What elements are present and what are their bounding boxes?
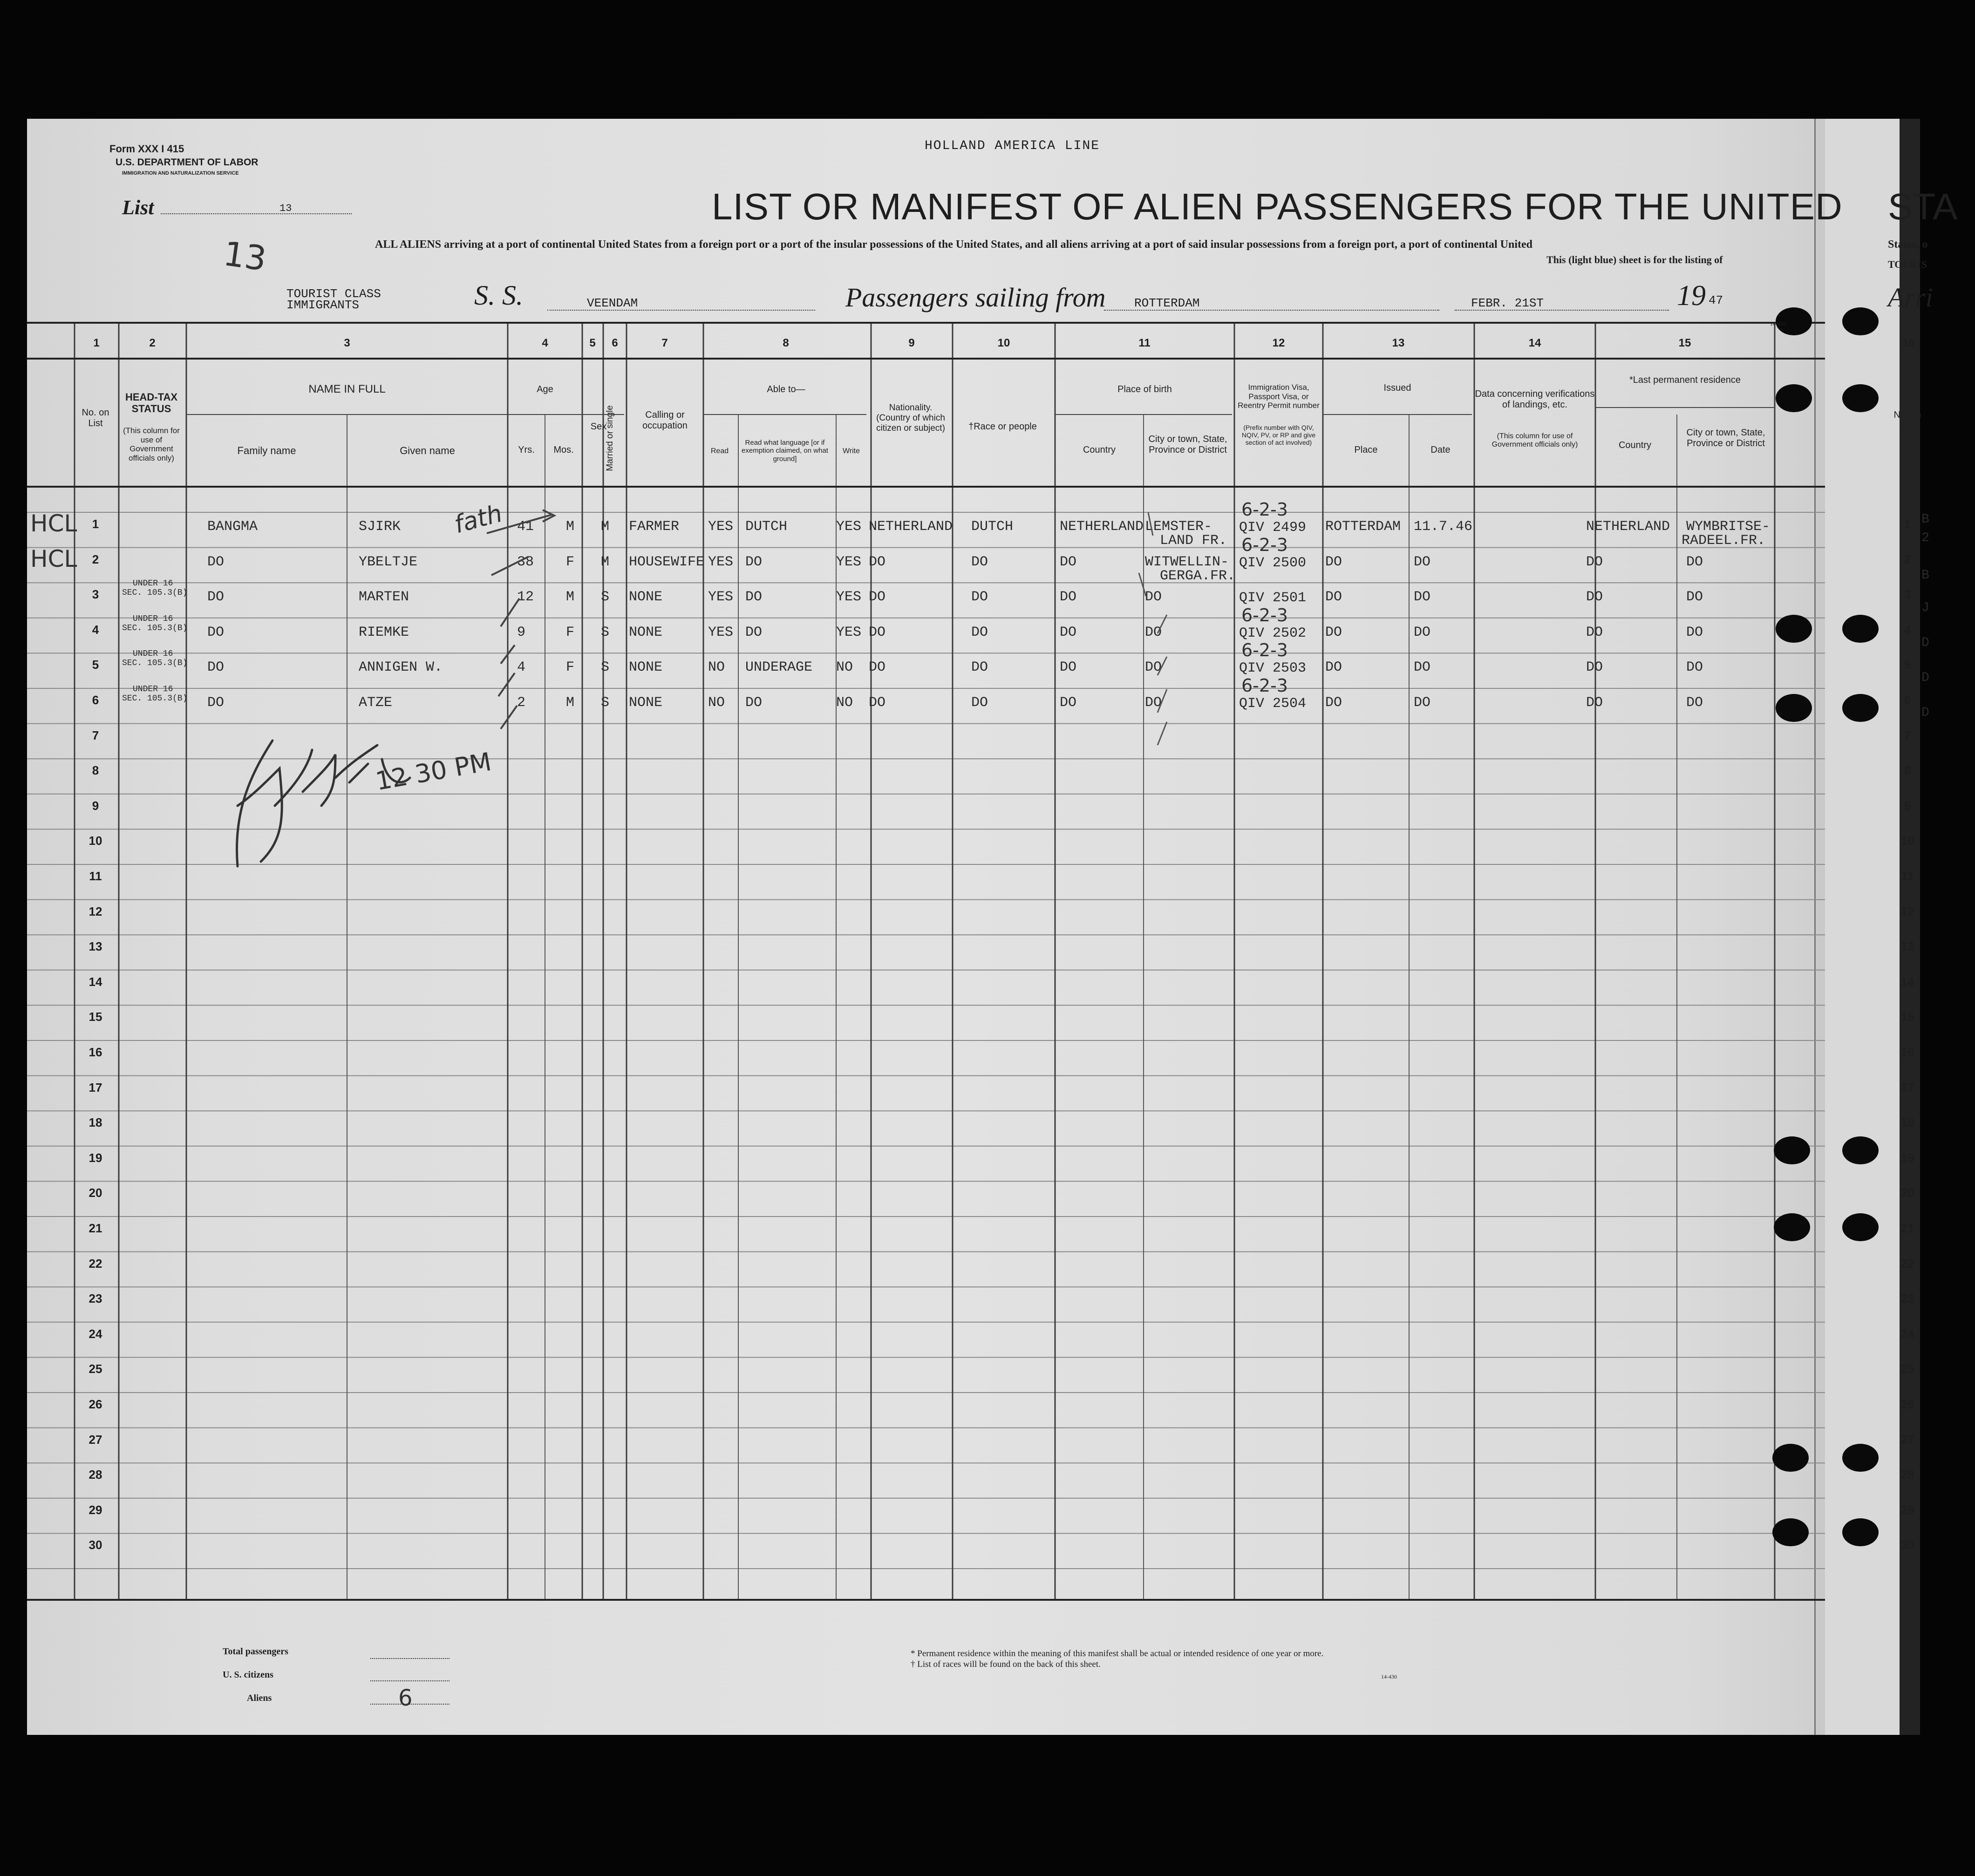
birth-city: DO bbox=[1145, 624, 1162, 640]
sex: F bbox=[566, 554, 575, 570]
year-prefix: 19 bbox=[1677, 280, 1706, 312]
row-number-right: 14 bbox=[1900, 974, 1914, 989]
can-write: YES bbox=[836, 589, 862, 605]
right-edge-fragment: D bbox=[1921, 706, 1929, 720]
row-number-left: 13 bbox=[89, 939, 102, 954]
header-name-in-full: NAME IN FULL bbox=[308, 383, 386, 395]
family-name: BANGMA bbox=[207, 519, 258, 535]
row-number-right: 19 bbox=[1900, 1150, 1914, 1165]
row-number-left: 25 bbox=[89, 1362, 102, 1376]
age-years: 2 bbox=[517, 695, 526, 711]
head-tax-status: UNDER 16 bbox=[133, 614, 173, 624]
given-name: ATZE bbox=[359, 695, 393, 711]
family-name: DO bbox=[207, 589, 225, 605]
row-number-right: 29 bbox=[1900, 1502, 1914, 1517]
issued-date: DO bbox=[1414, 589, 1431, 605]
header-married: Married or single bbox=[605, 405, 615, 471]
can-write: NO bbox=[836, 695, 853, 711]
row-number-left: 10 bbox=[89, 834, 102, 848]
birth-city: WITWELLIN- bbox=[1145, 554, 1229, 570]
birth-country: NETHERLAND bbox=[1060, 519, 1144, 535]
header-yrs: Yrs. bbox=[518, 445, 535, 455]
row-number-right: 22 bbox=[1900, 1256, 1914, 1271]
manifest-title: LIST OR MANIFEST OF ALIEN PASSENGERS FOR THE UNITED bbox=[712, 186, 1843, 227]
header-read: Read bbox=[710, 447, 729, 455]
sex: M bbox=[566, 519, 575, 535]
given-name: YBELTJE bbox=[359, 554, 418, 570]
punch-hole bbox=[1772, 1444, 1809, 1472]
can-read: NO bbox=[708, 695, 725, 711]
aliens-label: Aliens bbox=[247, 1693, 272, 1703]
row-number-left: 1 bbox=[92, 517, 99, 531]
head-tax-status: UNDER 16 bbox=[133, 649, 173, 659]
row-number-right: 28 bbox=[1900, 1468, 1914, 1482]
nationality: NETHERLAND bbox=[869, 519, 953, 535]
row-number-right: 5 bbox=[1904, 658, 1911, 672]
row-number-left: 29 bbox=[89, 1502, 102, 1517]
form-note: This (light blue) sheet is for the listing of bbox=[1546, 254, 1723, 265]
occupation: NONE bbox=[629, 659, 663, 676]
row-number-right: 25 bbox=[1900, 1362, 1914, 1376]
header-issued: Issued bbox=[1383, 383, 1411, 393]
family-name: DO bbox=[207, 554, 225, 570]
row-number-right: 23 bbox=[1900, 1291, 1914, 1306]
row-number-right: 8 bbox=[1904, 763, 1911, 778]
row-number-right: 11 bbox=[1901, 869, 1914, 883]
header-head-tax: HEAD-TAX STATUS bbox=[125, 391, 178, 415]
read-language: DO bbox=[745, 554, 763, 570]
row-number-right: 13 bbox=[1900, 939, 1914, 954]
row-number-left: 28 bbox=[89, 1468, 102, 1482]
visa-handwritten-note: 6-2-3 bbox=[1241, 499, 1288, 520]
can-write: NO bbox=[836, 659, 853, 676]
age-years: 38 bbox=[517, 554, 534, 570]
header-res-country: Country bbox=[1618, 440, 1652, 450]
row-number-right: 30 bbox=[1900, 1538, 1914, 1552]
header-res-city: City or town, State, Province or District bbox=[1686, 428, 1765, 449]
head-tax-status: UNDER 16 bbox=[133, 579, 173, 589]
age-tally-marks bbox=[473, 505, 566, 748]
occupation: HOUSEWIFE bbox=[629, 554, 705, 570]
aliens-count: 6 bbox=[398, 1685, 413, 1711]
row-number-left: 15 bbox=[89, 1010, 102, 1024]
punch-hole bbox=[1842, 615, 1879, 643]
race: DO bbox=[971, 659, 988, 676]
column-number: 9 bbox=[908, 337, 915, 349]
row-number-left: 27 bbox=[89, 1432, 102, 1447]
nationality: DO bbox=[869, 589, 886, 605]
column-number: 1 bbox=[93, 337, 100, 349]
issued-date: DO bbox=[1414, 695, 1431, 711]
header-read-language: Read what language [or if exemption claimed, on what ground] bbox=[742, 439, 828, 463]
residence-country: NETHERLAND bbox=[1586, 519, 1670, 535]
header-given-name: Given name bbox=[400, 445, 455, 456]
header-nationality: Nationality. (Country of which citizen or subject) bbox=[876, 403, 945, 433]
header-visa-note: (Prefix number with QIV, NQIV, PV, or RP and give section of act involved) bbox=[1241, 424, 1316, 447]
given-name: ANNIGEN W. bbox=[359, 659, 443, 676]
manifest-subtitle-right: States, o bbox=[1888, 238, 1928, 251]
row-number-left: 30 bbox=[89, 1538, 102, 1552]
row-number-left: 7 bbox=[92, 728, 99, 742]
row-number-right: 7 bbox=[1904, 728, 1911, 742]
row-number-right: 4 bbox=[1904, 622, 1911, 637]
handwritten-stamp-time: 12 30 PM bbox=[373, 747, 494, 796]
can-write: YES bbox=[836, 554, 862, 570]
row-number-right: 6 bbox=[1904, 693, 1911, 707]
column-number: 8 bbox=[783, 337, 789, 349]
occupation: FARMER bbox=[629, 519, 680, 535]
sex: F bbox=[566, 659, 575, 676]
form-code: 14-430 bbox=[1381, 1673, 1397, 1680]
us-citizens-line bbox=[370, 1680, 449, 1681]
footnote-races: † List of races will be found on the back of this sheet. bbox=[911, 1659, 1101, 1669]
birth-country: DO bbox=[1060, 589, 1077, 605]
row-number-left: 11 bbox=[89, 869, 102, 883]
family-name: DO bbox=[207, 695, 225, 711]
race: DUTCH bbox=[971, 519, 1014, 535]
ship-name: VEENDAM bbox=[587, 296, 638, 310]
visa-handwritten-note: 6-2-3 bbox=[1241, 534, 1288, 555]
punch-hole bbox=[1776, 615, 1812, 643]
row-number-left: 5 bbox=[92, 658, 99, 672]
row-number-right: 20 bbox=[1900, 1186, 1914, 1200]
head-tax-section: SEC. 105.3(B) bbox=[122, 659, 188, 668]
issued-place: DO bbox=[1325, 659, 1342, 676]
column-number: 14 bbox=[1528, 337, 1541, 349]
nationality: DO bbox=[869, 624, 886, 640]
shipping-line: HOLLAND AMERICA LINE bbox=[925, 139, 1100, 153]
given-name: SJIRK bbox=[359, 519, 401, 535]
residence-country: DO bbox=[1586, 695, 1603, 711]
punch-hole bbox=[1842, 1213, 1879, 1241]
row-number-left: 19 bbox=[89, 1150, 102, 1165]
manifest-title-continued: STA bbox=[1888, 186, 1958, 227]
row-number-left: 18 bbox=[89, 1115, 102, 1130]
row-number-right: 3 bbox=[1904, 587, 1911, 602]
visa-handwritten-note: 6-2-3 bbox=[1241, 605, 1288, 625]
form-code-top: 14-430 bbox=[1770, 320, 1786, 327]
visa-number: QIV 2503 bbox=[1239, 660, 1307, 677]
row-number-right: 9 bbox=[1904, 798, 1911, 813]
head-tax-section: SEC. 105.3(B) bbox=[122, 588, 188, 598]
read-language: DUTCH bbox=[745, 519, 788, 535]
age-years: 12 bbox=[517, 589, 534, 605]
residence-country: DO bbox=[1586, 659, 1603, 676]
row-number-left: 4 bbox=[92, 622, 99, 637]
header-sex: Sex bbox=[590, 421, 607, 432]
header-issued-place: Place bbox=[1354, 445, 1378, 455]
header-no-on-list: No. on List bbox=[82, 408, 109, 428]
marital-status: S bbox=[601, 624, 610, 640]
handwritten-list-number: 13 bbox=[221, 234, 269, 279]
column-number: 6 bbox=[612, 337, 618, 349]
sex: F bbox=[566, 624, 575, 640]
row-number-left: 20 bbox=[89, 1186, 102, 1200]
residence-city: DO bbox=[1686, 659, 1703, 676]
nationality: DO bbox=[869, 554, 886, 570]
header-place-of-birth: Place of birth bbox=[1117, 384, 1172, 394]
visa-number: QIV 2500 bbox=[1239, 555, 1307, 571]
total-passengers-line bbox=[370, 1658, 449, 1659]
column-number: 13 bbox=[1392, 337, 1405, 349]
nationality: DO bbox=[869, 659, 886, 676]
punch-hole bbox=[1842, 384, 1879, 412]
marital-status: S bbox=[601, 589, 610, 605]
punch-hole bbox=[1776, 384, 1812, 412]
birth-city-cont: LAND FR. bbox=[1160, 533, 1227, 549]
row-number-left: 12 bbox=[89, 904, 102, 918]
form-number: Form XXX I 415 bbox=[109, 143, 184, 155]
occupation: NONE bbox=[629, 589, 663, 605]
row-number-right: 17 bbox=[1900, 1080, 1914, 1094]
margin-hcl-mark: HCL bbox=[30, 510, 77, 537]
header-verification-note: (This column for use of Government officials only) bbox=[1491, 432, 1578, 449]
residence-country: DO bbox=[1586, 624, 1603, 640]
occupation: NONE bbox=[629, 624, 663, 640]
department: U.S. DEPARTMENT OF LABOR bbox=[116, 157, 259, 168]
issued-place: DO bbox=[1325, 554, 1342, 570]
column-number: 12 bbox=[1272, 337, 1285, 349]
birth-country: DO bbox=[1060, 659, 1077, 676]
visa-number: QIV 2504 bbox=[1239, 696, 1307, 712]
row-number-left: 24 bbox=[89, 1326, 102, 1341]
punch-hole bbox=[1842, 1518, 1879, 1546]
birth-city: DO bbox=[1145, 695, 1162, 711]
sex: M bbox=[566, 695, 575, 711]
age-years: 9 bbox=[517, 624, 526, 640]
right-edge-fragment: J bbox=[1921, 601, 1929, 615]
header-issued-date: Date bbox=[1430, 445, 1451, 455]
issued-place: DO bbox=[1325, 624, 1342, 640]
issued-date: DO bbox=[1414, 659, 1431, 676]
can-read: NO bbox=[708, 659, 725, 676]
row-number-left: 14 bbox=[89, 974, 102, 989]
can-read: YES bbox=[708, 554, 734, 570]
row-number-left: 9 bbox=[92, 798, 99, 813]
residence-country: DO bbox=[1586, 589, 1603, 605]
header-mos: Mos. bbox=[553, 445, 574, 455]
column-number: 2 bbox=[149, 337, 156, 349]
punch-hole bbox=[1842, 694, 1879, 722]
punch-hole bbox=[1842, 1444, 1879, 1472]
row-number-right: 24 bbox=[1900, 1326, 1914, 1341]
birth-city: DO bbox=[1145, 659, 1162, 676]
residence-city: WYMBRITSE- bbox=[1686, 519, 1771, 535]
column-number: 15 bbox=[1678, 337, 1691, 349]
marital-status: M bbox=[601, 519, 610, 535]
given-name: RIEMKE bbox=[359, 624, 409, 640]
header-verification: Data concerning verifications of landings, etc. bbox=[1475, 389, 1595, 410]
column-number: 11 bbox=[1138, 337, 1151, 349]
read-language: DO bbox=[745, 695, 763, 711]
punch-hole bbox=[1842, 1136, 1879, 1164]
column-number: 7 bbox=[661, 337, 668, 349]
head-tax-status: UNDER 16 bbox=[133, 685, 173, 694]
list-line bbox=[161, 213, 352, 214]
head-tax-section: SEC. 105.3(B) bbox=[122, 694, 188, 703]
row-number-left: 23 bbox=[89, 1291, 102, 1306]
row-number-right: 1 bbox=[1904, 517, 1911, 531]
sailing-date: FEBR. 21ST bbox=[1471, 296, 1544, 310]
header-family-name: Family name bbox=[237, 445, 296, 456]
row-number-left: 8 bbox=[92, 763, 99, 778]
departure-port: ROTTERDAM bbox=[1134, 296, 1200, 310]
residence-city: DO bbox=[1686, 695, 1703, 711]
residence-city-cont: RADEEL.FR. bbox=[1682, 533, 1766, 549]
age-years: 4 bbox=[517, 659, 526, 676]
can-write: YES bbox=[836, 519, 862, 535]
birth-check-marks bbox=[1130, 503, 1185, 745]
header-no-on-list-right: No. on List bbox=[1893, 410, 1921, 431]
class-line1: TOURIST CLASS bbox=[286, 287, 381, 301]
residence-city: DO bbox=[1686, 554, 1703, 570]
row-number-left: 6 bbox=[92, 693, 99, 707]
column-number: 4 bbox=[542, 337, 548, 349]
residence-city: DO bbox=[1686, 624, 1703, 640]
issued-place: DO bbox=[1325, 589, 1342, 605]
form-note-right: TOURIS bbox=[1888, 258, 1927, 270]
class-line2: IMMIGRANTS bbox=[286, 298, 360, 312]
visa-number: QIV 2502 bbox=[1239, 625, 1307, 641]
issued-date: DO bbox=[1414, 624, 1431, 640]
header-head-tax-note: (This column for use of Government officials only) bbox=[123, 426, 180, 462]
ss-label: S. S. bbox=[474, 280, 523, 311]
list-label: List bbox=[122, 196, 154, 219]
sailing-label: Passengers sailing from bbox=[845, 282, 1106, 313]
header-calling: Calling or occupation bbox=[642, 410, 688, 431]
header-able-to: Able to— bbox=[767, 384, 805, 394]
margin-hcl-mark: HCL bbox=[30, 545, 77, 572]
header-birth-city: City or town, State, Province or District bbox=[1148, 434, 1227, 455]
birth-country: DO bbox=[1060, 624, 1077, 640]
row-number-left: 22 bbox=[89, 1256, 102, 1271]
total-passengers-label: Total passengers bbox=[223, 1646, 288, 1657]
row-number-right: 12 bbox=[1900, 904, 1914, 918]
row-number-right: 16 bbox=[1900, 1045, 1914, 1059]
issued-place: ROTTERDAM bbox=[1325, 519, 1401, 535]
race: DO bbox=[971, 554, 988, 570]
head-tax-section: SEC. 105.3(B) bbox=[122, 623, 188, 633]
residence-city: DO bbox=[1686, 589, 1703, 605]
marital-status: S bbox=[601, 659, 610, 676]
issued-place: DO bbox=[1325, 695, 1342, 711]
punch-hole bbox=[1774, 1136, 1810, 1164]
punch-hole bbox=[1776, 694, 1812, 722]
can-write: YES bbox=[836, 624, 862, 640]
row-number-right: 18 bbox=[1900, 1115, 1914, 1130]
age-years: 41 bbox=[517, 519, 534, 535]
service: IMMIGRATION AND NATURALIZATION SERVICE bbox=[122, 170, 239, 176]
right-edge-fragment: 2 bbox=[1921, 531, 1929, 545]
row-number-left: 26 bbox=[89, 1397, 102, 1411]
list-number: 13 bbox=[279, 203, 292, 214]
marital-status: S bbox=[601, 695, 610, 711]
occupation: NONE bbox=[629, 695, 663, 711]
punch-hole bbox=[1772, 1518, 1809, 1546]
visa-number: QIV 2499 bbox=[1239, 520, 1307, 536]
birth-city-cont: GERGA.FR. bbox=[1160, 568, 1236, 584]
column-number: 10 bbox=[997, 337, 1010, 349]
visa-handwritten-note: 6-2-3 bbox=[1241, 675, 1288, 696]
manifest-subtitle: ALL ALIENS arriving at a port of continental United States from a foreign port or a port of the insular possessions of the United States, and all aliens arriving at a port of said insular possessions from a foreign port, a port of continental United bbox=[375, 238, 1532, 251]
year-suffix: 47 bbox=[1709, 293, 1723, 307]
handwritten-age-note: fath bbox=[451, 499, 505, 539]
sex: M bbox=[566, 589, 575, 605]
right-edge-fragment: D bbox=[1921, 671, 1929, 685]
can-read: YES bbox=[708, 589, 734, 605]
birth-city: DO bbox=[1145, 589, 1162, 605]
visa-number: QIV 2501 bbox=[1239, 590, 1307, 606]
row-number-left: 3 bbox=[92, 587, 99, 602]
issued-date: DO bbox=[1414, 554, 1431, 570]
row-number-right: 27 bbox=[1900, 1432, 1914, 1447]
header-write: Write bbox=[842, 447, 860, 455]
row-number-right: 15 bbox=[1900, 1010, 1914, 1024]
race: DO bbox=[971, 695, 988, 711]
row-number-right: 10 bbox=[1900, 834, 1914, 848]
header-race: †Race or people bbox=[968, 421, 1037, 432]
row-number-left: 17 bbox=[89, 1080, 102, 1094]
row-number-right: 2 bbox=[1904, 552, 1911, 566]
row-number-right: 21 bbox=[1900, 1221, 1914, 1235]
us-citizens-label: U. S. citizens bbox=[223, 1670, 273, 1680]
read-language: DO bbox=[745, 624, 763, 640]
issued-date: 11.7.46 bbox=[1414, 519, 1473, 535]
read-language: DO bbox=[745, 589, 763, 605]
race: DO bbox=[971, 589, 988, 605]
family-name: DO bbox=[207, 659, 225, 676]
birth-country: DO bbox=[1060, 695, 1077, 711]
row-number-right: 26 bbox=[1900, 1397, 1914, 1411]
visa-handwritten-note: 6-2-3 bbox=[1241, 640, 1288, 661]
row-number-left: 16 bbox=[89, 1045, 102, 1059]
header-age: Age bbox=[537, 384, 553, 394]
family-name: DO bbox=[207, 624, 225, 640]
row-number-left: 2 bbox=[92, 552, 99, 566]
footnote-residence: * Permanent residence within the meaning of this manifest shall be actual or intended residence of one year or more. bbox=[911, 1649, 1324, 1658]
column-number: 16 bbox=[1902, 337, 1915, 349]
column-number: 5 bbox=[589, 337, 596, 349]
given-name: MARTEN bbox=[359, 589, 409, 605]
header-birth-country: Country bbox=[1083, 445, 1116, 455]
can-read: YES bbox=[708, 624, 734, 640]
right-edge-fragment: B bbox=[1921, 512, 1929, 527]
right-edge-fragment: D bbox=[1921, 636, 1929, 650]
header-last-residence: *Last permanent residence bbox=[1629, 375, 1741, 385]
birth-country: DO bbox=[1060, 554, 1077, 570]
can-read: YES bbox=[708, 519, 734, 535]
nationality: DO bbox=[869, 695, 886, 711]
marital-status: M bbox=[601, 554, 610, 570]
read-language: UNDERAGE bbox=[745, 659, 813, 676]
header-visa: Immigration Visa, Passport Visa, or Reentry Permit number bbox=[1238, 383, 1320, 410]
residence-country: DO bbox=[1586, 554, 1603, 570]
punch-hole bbox=[1774, 1213, 1810, 1241]
birth-city: LEMSTER- bbox=[1145, 519, 1212, 535]
row-number-left: 21 bbox=[89, 1221, 102, 1235]
punch-hole bbox=[1842, 307, 1879, 335]
right-edge-fragment: B bbox=[1921, 568, 1929, 583]
race: DO bbox=[971, 624, 988, 640]
column-number: 3 bbox=[344, 337, 350, 349]
arriving-label: Arri bbox=[1888, 282, 1933, 313]
